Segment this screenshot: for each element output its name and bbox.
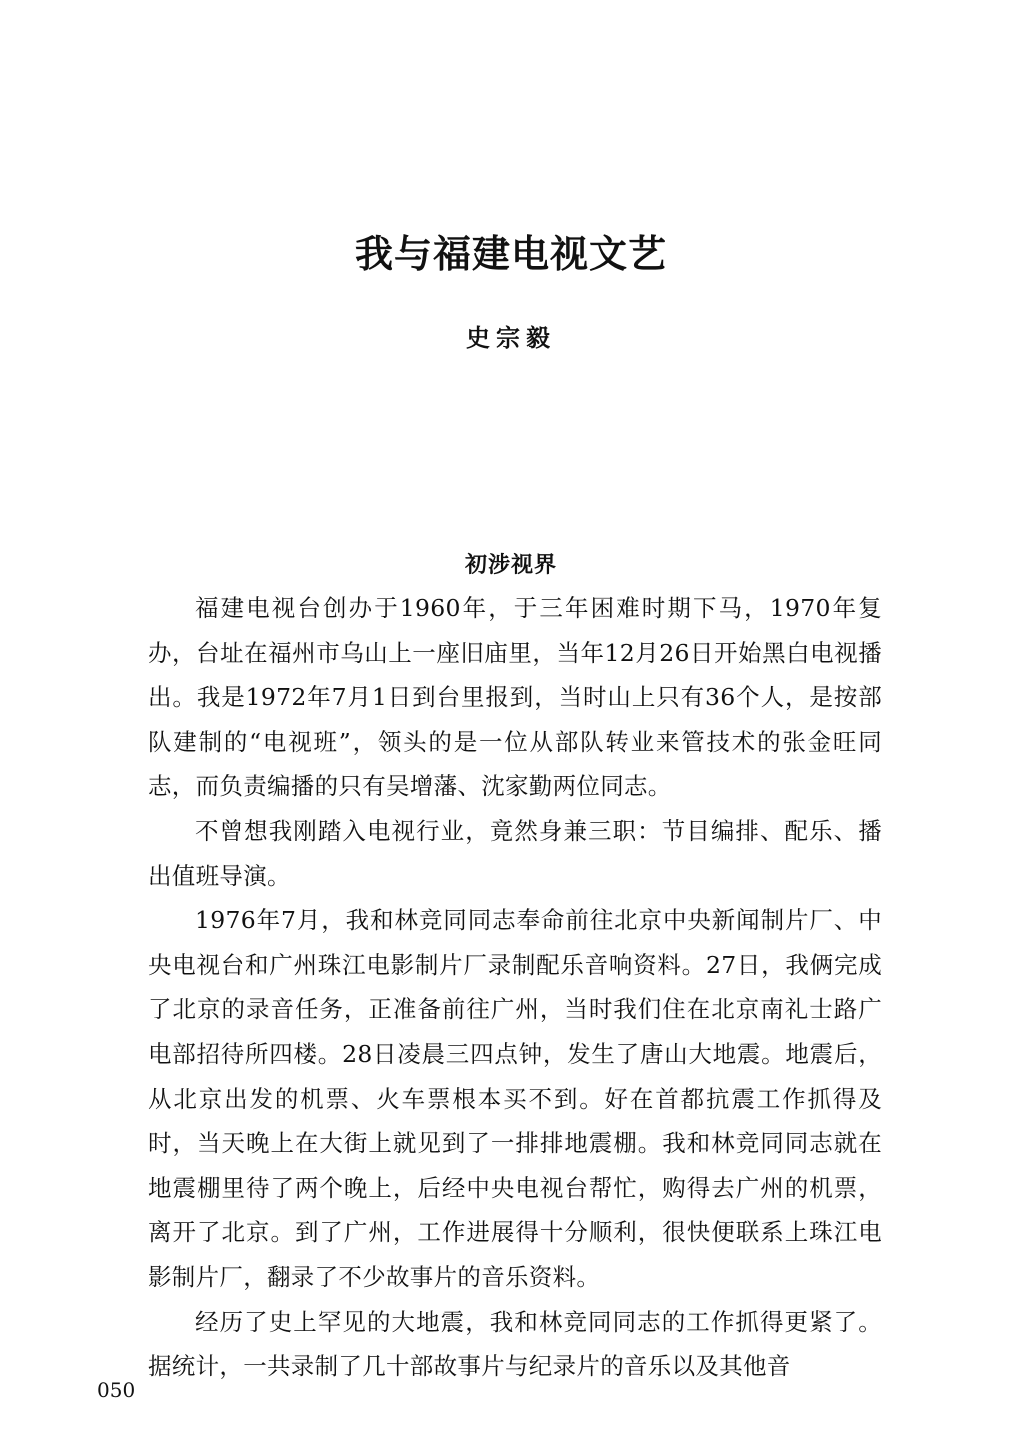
- body-paragraph: 不曾想我刚踏入电视行业，竟然身兼三职：节目编排、配乐、播出值班导演。: [148, 816, 882, 890]
- body-paragraph: 经历了史上罕见的大地震，我和林竞同同志的工作抓得更紧了。据统计，一共录制了几十部故事片与纪录片的音乐以及其他音: [148, 1307, 882, 1381]
- article-title: 我与福建电视文艺: [354, 231, 667, 276]
- body-paragraph: 1976年7月，我和林竞同同志奉命前往北京中央新闻制片厂、中央电视台和广州珠江电影制片厂录制配乐音响资料。27日，我俩完成了北京的录音任务，正准备前往广州，当时我们住在北京南礼士路广电部招待所四楼。28日凌晨三四点钟，发生了唐山大地震。地震后，从北京出发的机票、火车票根本买不到。好在首都抗震工作抓得及时，当天晚上在大街上就见到了一排排地震棚。我和林竞同同志就在地震棚里待了两个晚上，后经中央电视台帮忙，购得去广州的机票，离开了北京。到了广州，工作进展得十分顺利，很快便联系上珠江电影制片厂，翻录了不少故事片的音乐资料。: [148, 906, 882, 1291]
- body-paragraph: 福建电视台创办于1960年，于三年困难时期下马，1970年复办，台址在福州市乌山上一座旧庙里，当年12月26日开始黑白电视播出。我是1972年7月1日到台里报到，当时山上只有36个人，是按部队建制的“电视班”，领头的是一位从部队转业来管技术的张金旺同志，而负责编播的只有吴增藩、沈家勤两位同志。: [148, 594, 882, 801]
- article-author: 史宗毅: [466, 323, 556, 352]
- section-heading: 初涉视界: [464, 552, 557, 578]
- page-number: 050: [97, 1378, 136, 1402]
- article-body: [148, 586, 882, 1389]
